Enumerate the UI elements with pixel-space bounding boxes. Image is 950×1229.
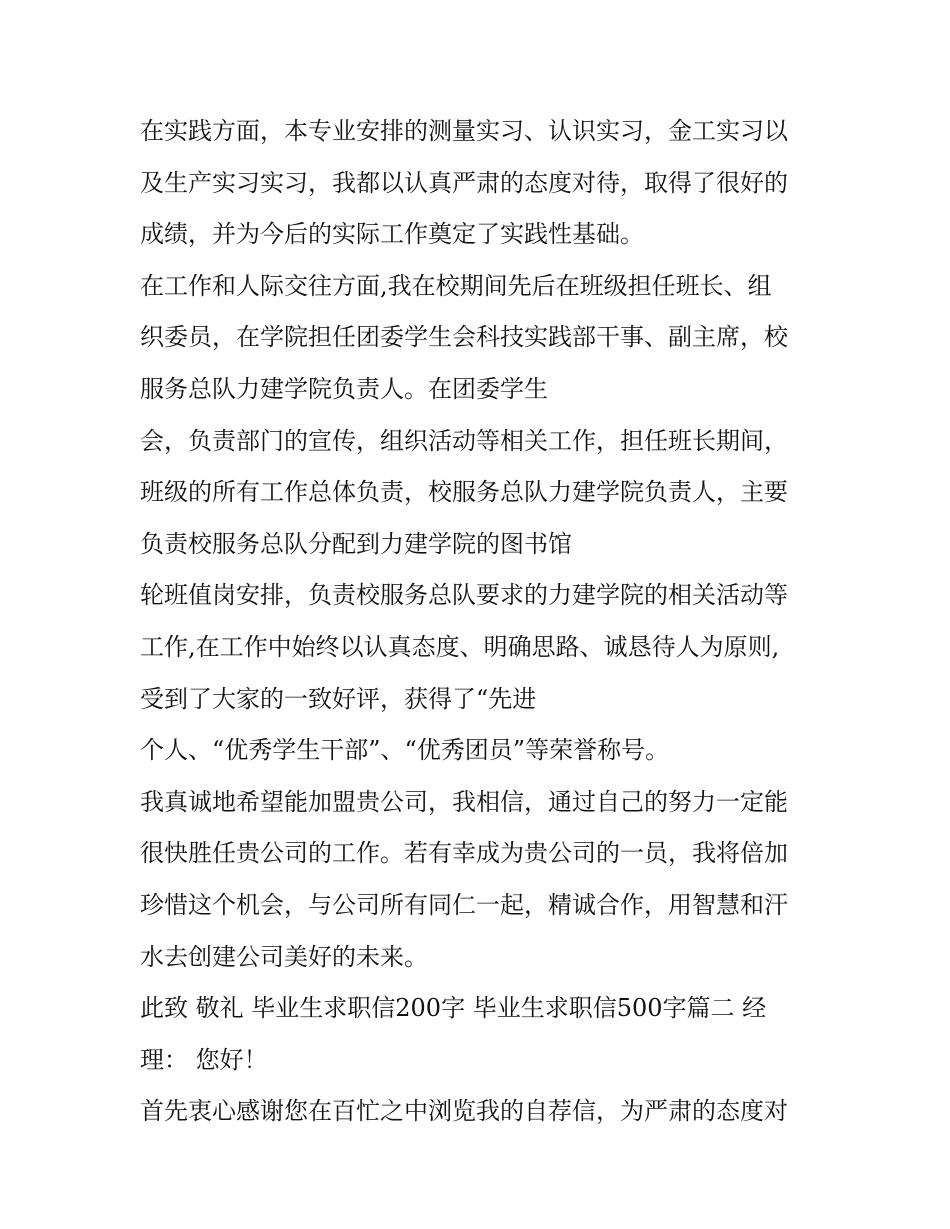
text-line: 我真诚地希望能加盟贵公司，我相信，通过自己的努力一定能: [140, 787, 788, 816]
text-line: 此致 敬礼 毕业生求职信200字 毕业生求职信500字篇二 经: [140, 994, 767, 1023]
text-line: 轮班值岗安排，负责校服务总队要求的力建学院的相关活动等: [140, 581, 788, 610]
document-body: [140, 106, 830, 1138]
text-line: 负责校服务总队分配到力建学院的图书馆: [140, 529, 572, 558]
text-line: 成绩，并为今后的实际工作奠定了实践性基础。: [140, 220, 644, 249]
text-line: 水去创建公司美好的未来。: [140, 942, 428, 971]
text-line: 会，负责部门的宣传，组织活动等相关工作，担任班长期间，: [140, 426, 788, 455]
text-line: 服务总队力建学院负责人。在团委学生: [140, 374, 548, 403]
text-line: 首先衷心感谢您在百忙之中浏览我的自荐信，为严肃的态度对: [140, 1097, 788, 1126]
text-line: 织委员，在学院担任团委学生会科技实践部干事、副主席，校: [140, 323, 788, 352]
text-line: 工作,在工作中始终以认真态度、明确思路、诚恳待人为原则,: [140, 632, 780, 661]
text-line: 班级的所有工作总体负责，校服务总队力建学院负责人，主要: [140, 478, 788, 507]
text-line: 及生产实习实习，我都以认真严肃的态度对待，取得了很好的: [140, 168, 788, 197]
text-line: 理： 您好！: [140, 1045, 268, 1074]
text-line: 个人、“优秀学生干部”、“优秀团员”等荣誉称号。: [140, 736, 670, 765]
text-line: 在实践方面，本专业安排的测量实习、认识实习，金工实习以: [140, 117, 788, 145]
text-line: 受到了大家的一致好评，获得了“先进: [140, 684, 537, 713]
text-line: 在工作和人际交往方面,我在校期间先后在班级担任班长、组: [140, 271, 772, 300]
text-line: 很快胜任贵公司的工作。若有幸成为贵公司的一员，我将倍加: [140, 839, 788, 868]
text-line: 珍惜这个机会，与公司所有同仁一起，精诚合作，用智慧和汗: [140, 890, 788, 919]
